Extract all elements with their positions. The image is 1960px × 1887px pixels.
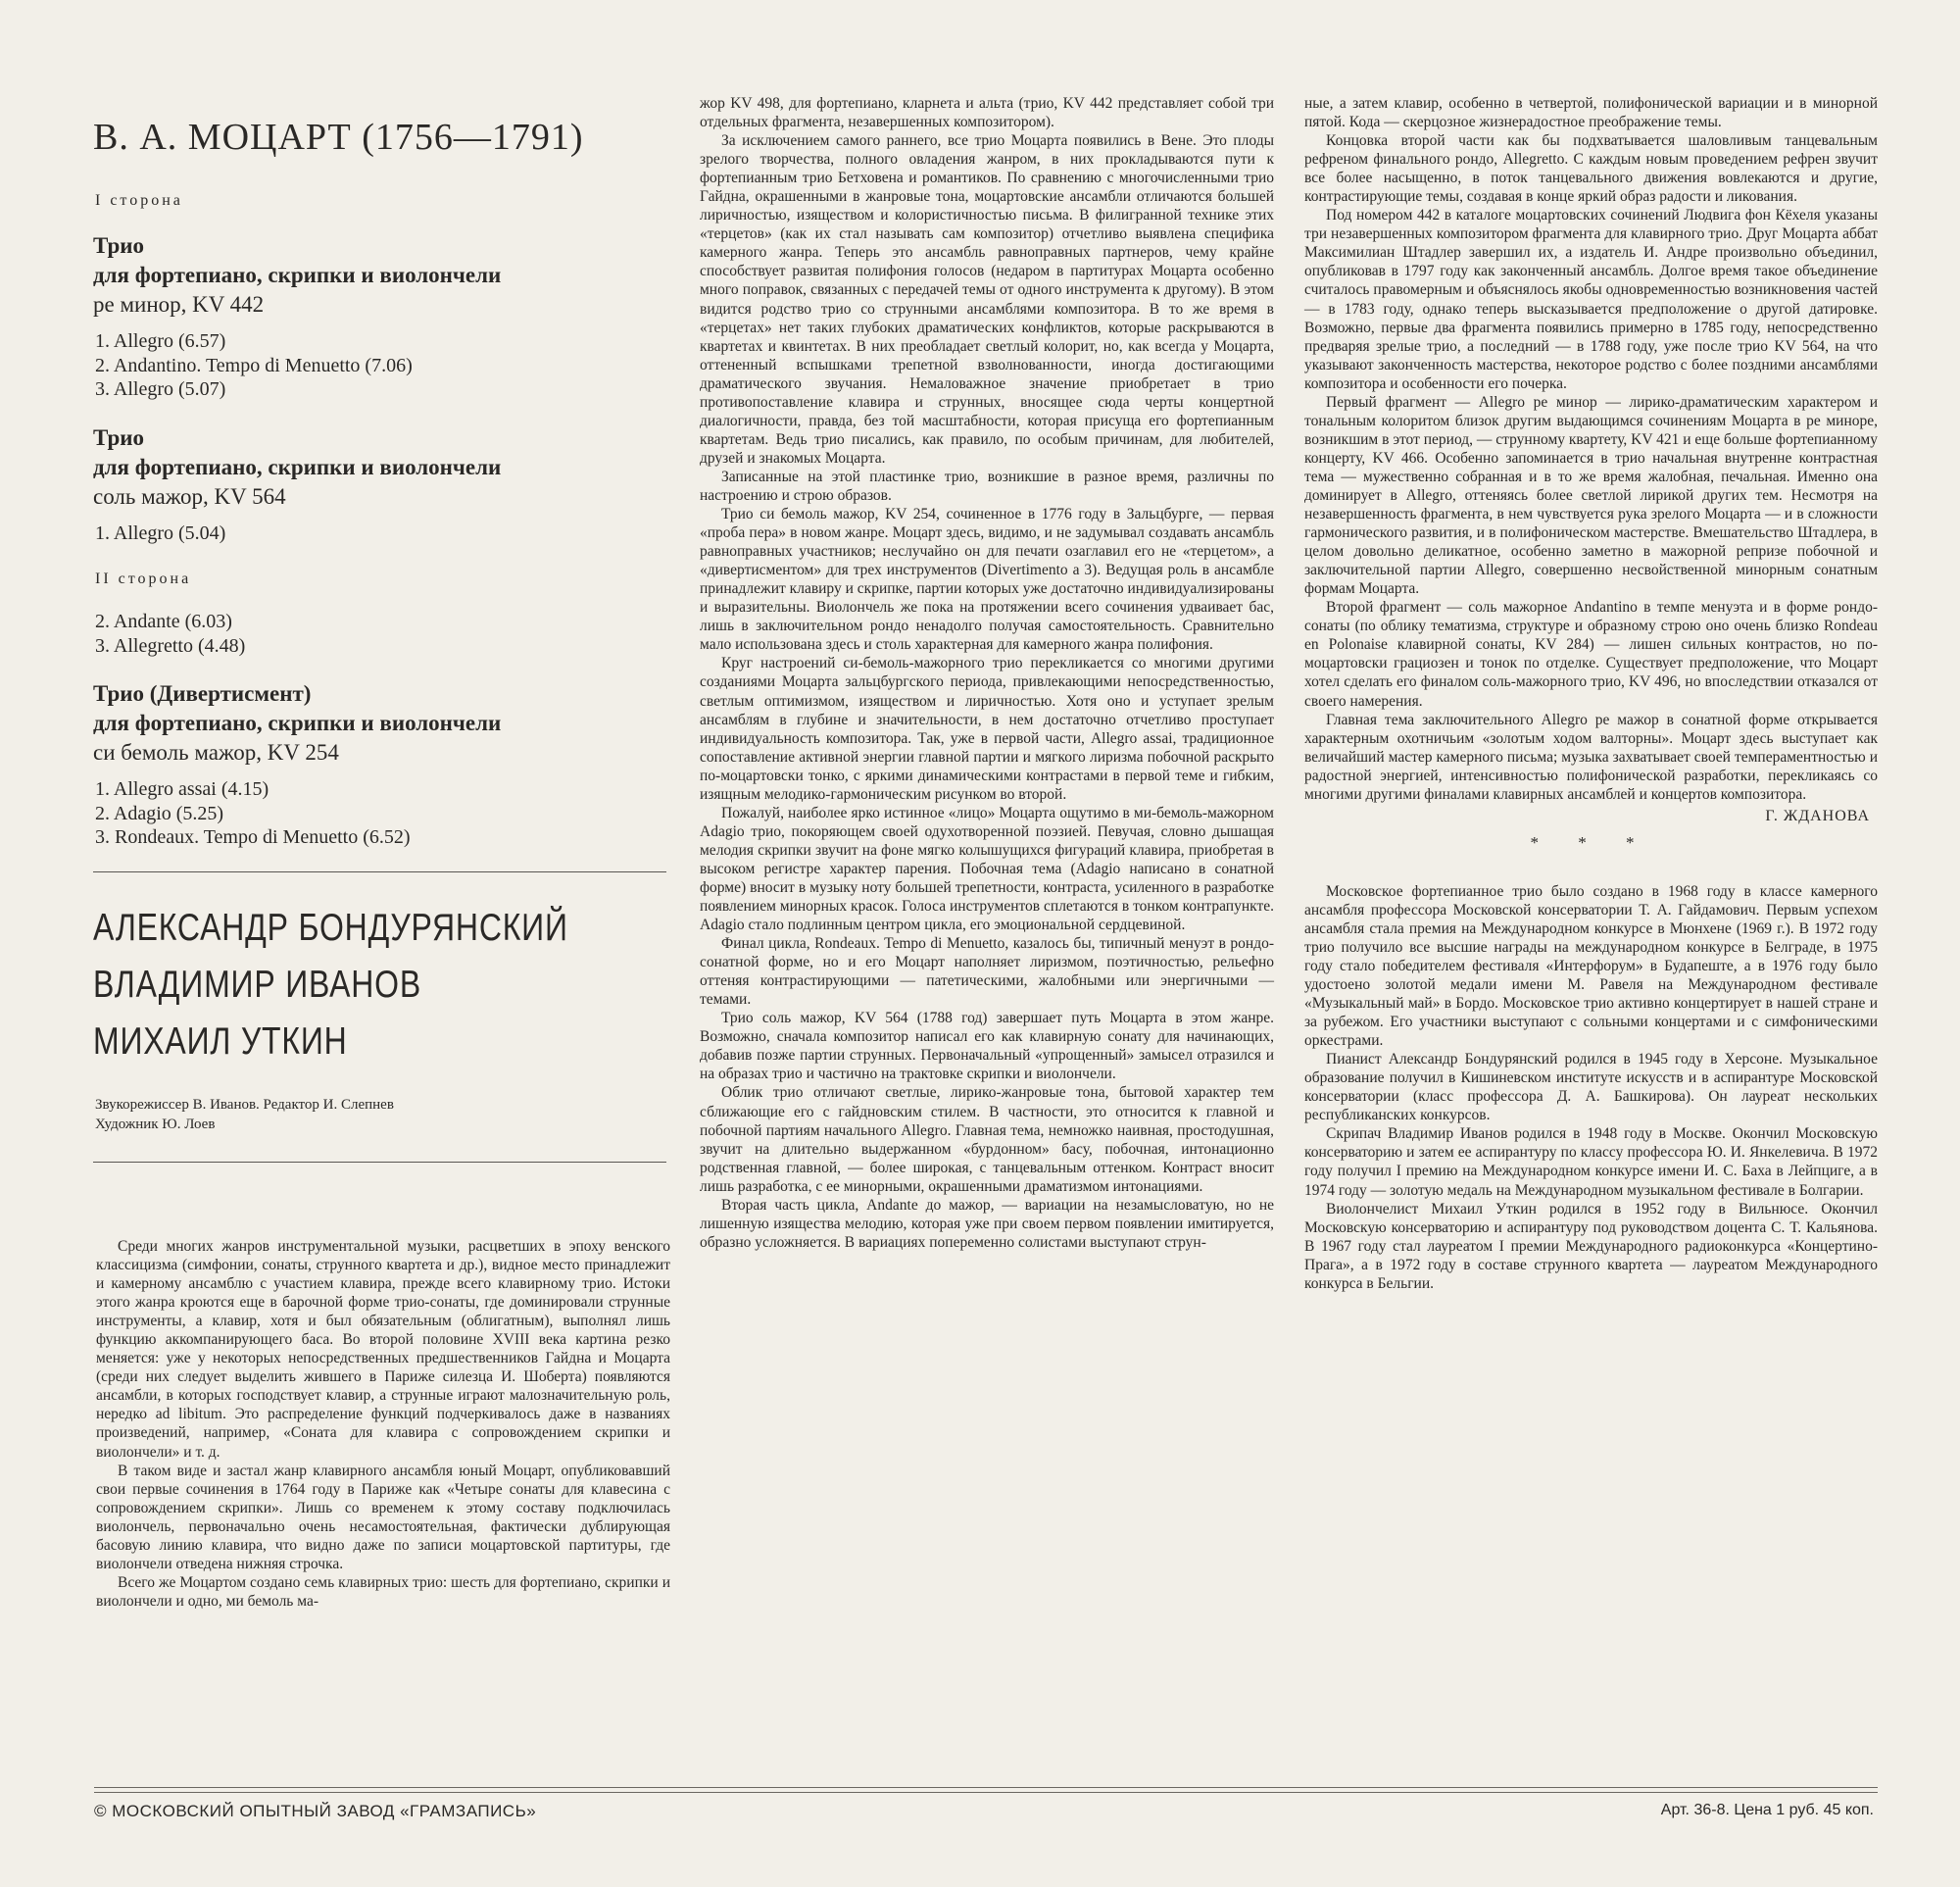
movement-list	[95, 777, 671, 850]
essay-paragraph: Трио соль мажор, KV 564 (1788 год) завершает путь Моцарта в этом жанре. Возможно, сначала композитор написал его как клавирную сонату для начинающих, добавив позже партии струнных. Первоначальный «упрощенный» замысел отразился и на образах трио и частично на трактовке скрипки и виолончели.	[700, 1010, 1274, 1083]
essay-paragraph: Круг настроений си-бемоль-мажорного трио перекликается со многими другими созданиями Моцарта зальцбургского периода, привлекающими непосредственностью, светлым оптимизмом, изяществом и лиричностью. Хотя оно и уступает зрелым ансамблям в глубине и значительности, в нем достаточно отчетливо проступает индивидуальность композитора. Так, уже в первой части, Allegro assai, традиционное сопоставление активной энергии главной партии и мягкого лиризма побочной раскрыто по-моцартовски тонко, с яркими динамическими контрастами в первой теме и гибким, изящным мелодико-гармоническим рисунком во второй.	[700, 655, 1274, 803]
essay-part-3	[1304, 94, 1878, 1293]
movement-item: 3. Rondeaux. Tempo di Menuetto (6.52)	[95, 826, 411, 848]
bio-paragraph: Пианист Александр Бондурянский родился в 1945 году в Херсоне. Музыкальное образование получил в Кишиневском институте искусств и в аспирантуре Московской консерватории (класс профессора Д. А. Башкирова). Он лауреат нескольких республиканских конкурсов.	[1304, 1051, 1878, 1124]
credits-line: Художник Ю. Лоев	[95, 1116, 216, 1132]
work-key: соль мажор, KV 564	[93, 483, 286, 509]
bio-paragraph: Скрипач Владимир Иванов родился в 1948 году в Москве. Окончил Московскую консерваторию и затем ее аспирантуру по классу профессора Ю. И. Янкелевича. В 1972 году получил I премию на Международном конкурсе имени И. С. Баха в Лейпциге, а в 1974 году — золотую медаль на Международном музыкальном фестивале в Болгарии.	[1304, 1125, 1878, 1199]
essay-paragraph: жор KV 498, для фортепиано, кларнета и альта (трио, KV 442 представляет собой три отдельных фрагмента, незавершенных композитором).	[700, 95, 1274, 131]
work-title: Трио	[93, 233, 145, 258]
bio-paragraph: Виолончелист Михаил Уткин родился в 1952 году в Вильнюсе. Окончил Московскую консерваторию и аспирантуру под руководством доцента С. Т. Кальянова. В 1967 году стал лауреатом I премии Международного радиоконкурса «Концертино-Прага», а в 1972 году в составе струнного квартета — лауреатом Международного конкурса в Бельгии.	[1304, 1200, 1878, 1292]
track-listing	[93, 116, 671, 1178]
essay-paragraph: Вторая часть цикла, Andante до мажор, — вариации на незамысловатую, но не лишенную изящества мелодию, которая уже при своем первом появлении имитируется, образно усложняется. В вариациях попеременно солистами выступают струн-	[700, 1196, 1274, 1251]
essay-paragraph: Второй фрагмент — соль мажорное Andantino в темпе менуэта и в форме рондо-сонаты (по облику тематизма, структуре и образному строю оно очень близко Rondeau en Polonaise клавирной сонаты, KV 284) — лишен сильных контрастов, но по-моцартовски грациозен и тонок по отделке. Существует предположение, что Моцарт хотел сделать его финалом соль-мажорного трио, KV 496, но впоследствии отказался от своего намерения.	[1304, 599, 1878, 710]
composer-title: В. А. МОЦАРТ (1756—1791)	[93, 117, 584, 158]
bio-paragraph: Московское фортепианное трио было создано в 1968 году в классе камерного ансамбля профессора Московской консерватории Т. А. Гайдамович. Первым успехом ансамбля стала премия на Международном конкурсе в Мюнхене (1969 г.). В 1972 году трио получило все высшие награды на международном конкурсе в Белграде, в 1975 году стало победителем фестиваля «Интерфорум» в Будапеште, а в 1976 году было удостоено золотой медали имени М. Равеля на Международном фестивале «Музыкальный май» в Бордо. Московское трио активно концертирует в нашей стране и за рубежом. Его участники выступают с сольными концертами и с симфоническими оркестрами.	[1304, 882, 1878, 1050]
movement-list	[95, 329, 671, 402]
performer-name: ВЛАДИМИР ИВАНОВ	[93, 963, 422, 1006]
movement-item: 1. Allegro (6.57)	[95, 330, 226, 352]
essay-paragraph: Записанные на этой пластинке трио, возникшие в разное время, различны по настроению и строю образов.	[700, 468, 1274, 504]
movement-item: 3. Allegro (5.07)	[95, 378, 226, 400]
divider	[93, 871, 666, 872]
movement-item: 2. Adagio (5.25)	[95, 802, 224, 824]
essay-paragraph: Под номером 442 в каталоге моцартовских сочинений Людвига фон Кёхеля указаны три незавершенных композитором фрагмента для клавирного трио. Друг Моцарта аббат Максимилиан Штадлер завершил их, а издатель И. Андре произвольно объединил, опубликовав в 1797 году как законченный ансамбль. Долгое время такое объединение считалось правомерным и объяснялось якобы одновременностью возникновения частей — в 1783 году, однако теперь высказывается предположение о другой датировке. Возможно, первые два фрагмента появились примерно в 1785 году, непосредственно предваряя зрелые трио, а последний — в 1788 году, уже после трио KV 564, на что указывают законченность мастерства, некоторое родство с более поздними ансамблями композитора и особенности его почерка.	[1304, 207, 1878, 392]
work-instrumentation: для фортепиано, скрипки и виолончели	[93, 454, 502, 479]
essay-paragraph: ные, а затем клавир, особенно в четвертой, полифонической вариации и в минорной пятой. Кода — скерцозное жизнерадостное преображение темы.	[1304, 95, 1878, 131]
essay-paragraph: Главная тема заключительного Allegro ре мажор в сонатной форме открывается характерным охотничьим «золотым ходом валторны». Моцарт здесь выступает как величайший мастер камерного письма; музыка захватывает своей темпераментностью и радостной энергией, интенсивностью полифонической разработки, перекликаясь со многими другими финалами клавирных ансамблей и концертов композитора.	[1304, 711, 1878, 803]
essay-paragraph: Первый фрагмент — Allegro ре минор — лирико-драматическим характером и тональным колоритом близок другим выдающимся сочинениям Моцарта в ре миноре, возникшим в этот период, — струнному квартету, KV 421 и еще больше фортепианному концерту, KV 466. Особенно запоминается в трио начальная внутренне контрастная тема — мужественно собранная и в то же время жалобная, печальная. Именно она доминирует в Allegro, оттеняясь более светлой лирикой других тем. Несмотря на незавершенность фрагмента, в нем чувствуется рука зрелого Моцарта — и в сложности гармонического развития, и в полифоническом мастерстве. Вмешательство Штадлера, в целом довольно деликатное, особенно заметно в мажорной репризе побочной и заключительной партии Allegro, совершенно несвойственной минорным сонатным формам Моцарта.	[1304, 393, 1878, 598]
work-instrumentation: для фортепиано, скрипки и виолончели	[93, 711, 502, 735]
performers	[93, 900, 671, 1070]
essay-paragraph: Всего же Моцартом создано семь клавирных трио: шесть для фортепиано, скрипки и виолончели и одно, ми бемоль ма-	[96, 1573, 670, 1610]
essay-paragraph: В таком виде и застал жанр клавирного ансамбля юный Моцарт, опубликовавший свои первые сочинения в 1764 году в Париже как «Четыре сонаты для клавесина с сопровождением скрипки». Лишь со временем к этому составу подключилась виолончель, первоначально очень несамостоятельная, фактически дублирующая басовую линию клавира, что видно даже по записи моцартовской партитуры, где виолончели отведена нижняя строчка.	[96, 1462, 670, 1572]
work-title: Трио	[93, 424, 145, 450]
work-title: Трио (Дивертисмент)	[93, 681, 312, 706]
price-line: Арт. 36-8. Цена 1 руб. 45 коп.	[1660, 1802, 1874, 1818]
footer-rule	[94, 1787, 1878, 1788]
work-trio-kv564	[93, 423, 671, 546]
essay-paragraph: Облик трио отличают светлые, лирико-жанровые тона, бытовой характер тем сближающие его с гайдновским стилем. В частности, это относится к главной и побочной партиям начального Allegro. Главная тема, немножко наивная, простодушная, звучит на длительно выдержанном «бурдонном» басу, побочная, интонационно родственная главной, — более широкая, с танцевальным оттенком. Контраст вносит лишь разработка, с ее минорными, окрашенными драматизмом интонациями.	[700, 1084, 1274, 1195]
publisher-line: © МОСКОВСКИЙ ОПЫТНЫЙ ЗАВОД «ГРАМЗАПИСЬ»	[94, 1802, 537, 1820]
essay-paragraph: За исключением самого раннего, все трио Моцарта появились в Вене. Это плоды зрелого творчества, полного овладения жанром, в них прокладываются пути к фортепианным трио Бетховена и романтиков. По сравнению с многочисленными трио Гайдна, окрашенными в жанровые тона, моцартовские ансамбли отличаются большей лиричностью, изяществом и колористичностью письма. В филигранной технике этих «терцетов» (как их стал называть сам композитор) отчетливо выявлена специфика камерного жанра. Теперь это ансамбль равноправных партнеров, чему крайне способствует развитая полифония голосов (недаром в партитурах Моцарта особенно много поправок, связанных с передачей темы от одного инструмента к другому). В этом видится родство трио со струнными ансамблями композитора. В то же время в «терцетах» нет таких глубоких драматических конфликтов, которые раскрываются в квартетах и квинтетах. В них преобладает светлый колорит, но, как всегда у Моцарта, оттененный вспышками трепетной взволнованности, иногда достигающими драматического звучания. Немаловажное значение приобретает в трио противопоставление клавира и струнных, вносящее сюда черты концертной диалогичности, правда, без той масштабности, которая присуща его фортепианным квартетам. Ведь трио писались, как правило, по особым причинам, для любителей, друзей и знакомых Моцарта.	[700, 132, 1274, 467]
essay-part-1	[96, 1237, 670, 1611]
work-trio-kv254	[93, 679, 671, 850]
movement-item: 1. Allegro (5.04)	[95, 521, 226, 544]
side-two-label: II сторона	[95, 571, 192, 587]
performer-name: МИХАИЛ УТКИН	[93, 1019, 348, 1063]
work-key: си бемоль мажор, KV 254	[93, 740, 339, 765]
work-trio-kv442	[93, 231, 671, 402]
movement-list	[95, 521, 671, 546]
work-instrumentation: для фортепиано, скрипки и виолончели	[93, 263, 502, 287]
essay-part-2	[700, 94, 1274, 1252]
movement-item: 3. Allegretto (4.48)	[95, 634, 246, 657]
movement-item: 1. Allegro assai (4.15)	[95, 778, 270, 800]
credits	[95, 1095, 671, 1134]
work-trio-kv564-side-two	[93, 610, 671, 658]
movement-item: 2. Andantino. Tempo di Menuetto (7.06)	[95, 354, 413, 376]
section-separator: * * *	[1530, 832, 1652, 852]
essay-paragraph: Финал цикла, Rondeaux. Tempo di Menuetto, казалось бы, типичный менуэт в рондо-сонатной форме, но и его Моцарт наполняет лиризмом, поэтичностью, рельефно оттеняя контрастирующими — патетическими, жалобными или энергичными — темами.	[700, 935, 1274, 1009]
work-key: ре минор, KV 442	[93, 292, 265, 317]
movement-item: 2. Andante (6.03)	[95, 611, 232, 632]
essay-paragraph: Пожалуй, наиболее ярко истинное «лицо» Моцарта ощутимо в ми-бемоль-мажорном Adagio трио, покоряющем своей одухотворенной поэзией. Певучая, словно дышащая мелодия скрипки звучит на фоне мягко колышущихся фигураций клавира, приобретая в высоком регистре характер парения. Побочная тема (Adagio написано в сонатной форме) вносит в музыку ноту большей трепетности, контраста, усиленного в разработке появлением минорных красок. Голоса инструментов сплетаются в тонком контрапункте. Adagio стало подлинным центром цикла, его эмоциональной сердцевиной.	[700, 804, 1274, 934]
side-one-label: I сторона	[95, 192, 183, 209]
movement-list	[95, 610, 671, 658]
performer-name: АЛЕКСАНДР БОНДУРЯНСКИЙ	[93, 906, 568, 949]
essay-paragraph: Среди многих жанров инструментальной музыки, расцветших в эпоху венского классицизма (симфонии, сонаты, струнного квартета и др.), видное место принадлежит и камерному ансамблю с участием клавира, прежде всего клавирному трио. Истоки этого жанра кроются еще в барочной форме трио-сонаты, где доминировали струнные инструменты, а клавир, хотя и был обязательным (облигатным), выполнял лишь функцию аккомпанирующего баса. Во второй половине XVIII века картина резко меняется: уже у некоторых непосредственных предшественников Гайдна и Моцарта (среди них следует выделить жившего в Париже силезца И. Шоберта) появляются ансамбли, в которых господствует клавир, а струнные играют малозначительную роль, нередко ad libitum. Это распределение функций подчеркивалось даже в названиях произведений, например, «Соната для клавира с сопровождением скрипки и виолончели» и т. д.	[96, 1238, 670, 1461]
author-signature: Г. ЖДАНОВА	[1765, 807, 1870, 824]
essay-paragraph: Трио си бемоль мажор, KV 254, сочиненное в 1776 году в Зальцбурге, — первая «проба пера» в новом жанре. Моцарт здесь, видимо, и не задумывал создавать ансамбль равноправных участников; неслучайно он для печати озаглавил его не «терцетом», а «дивертисментом» для трех инструментов (Divertimento a 3). Ведущая роль в ансамбле принадлежит клавиру и скрипке, партии которых уже достаточно индивидуализированы и выразительны. Виолончель же пока на протяжении всего сочинения удваивает бас, лишь в заключительном рондо ненадолго получая самостоятельность. Сравнительно мало использована здесь и столь характерная для камерного жанра полифония.	[700, 506, 1274, 654]
credits-line: Звукорежиссер В. Иванов. Редактор И. Слепнев	[95, 1096, 394, 1113]
divider	[93, 1162, 666, 1163]
footer-rule	[94, 1792, 1878, 1793]
essay-paragraph: Концовка второй части как бы подхватывается шаловливым танцевальным рефреном финального рондо, Allegretto. С каждым новым проведением рефрен звучит все более насыщенно, в поток танцевального движения вовлекаются и другие, контрастирующие темы, создавая в конце яркий образ радости и ликования.	[1304, 132, 1878, 206]
